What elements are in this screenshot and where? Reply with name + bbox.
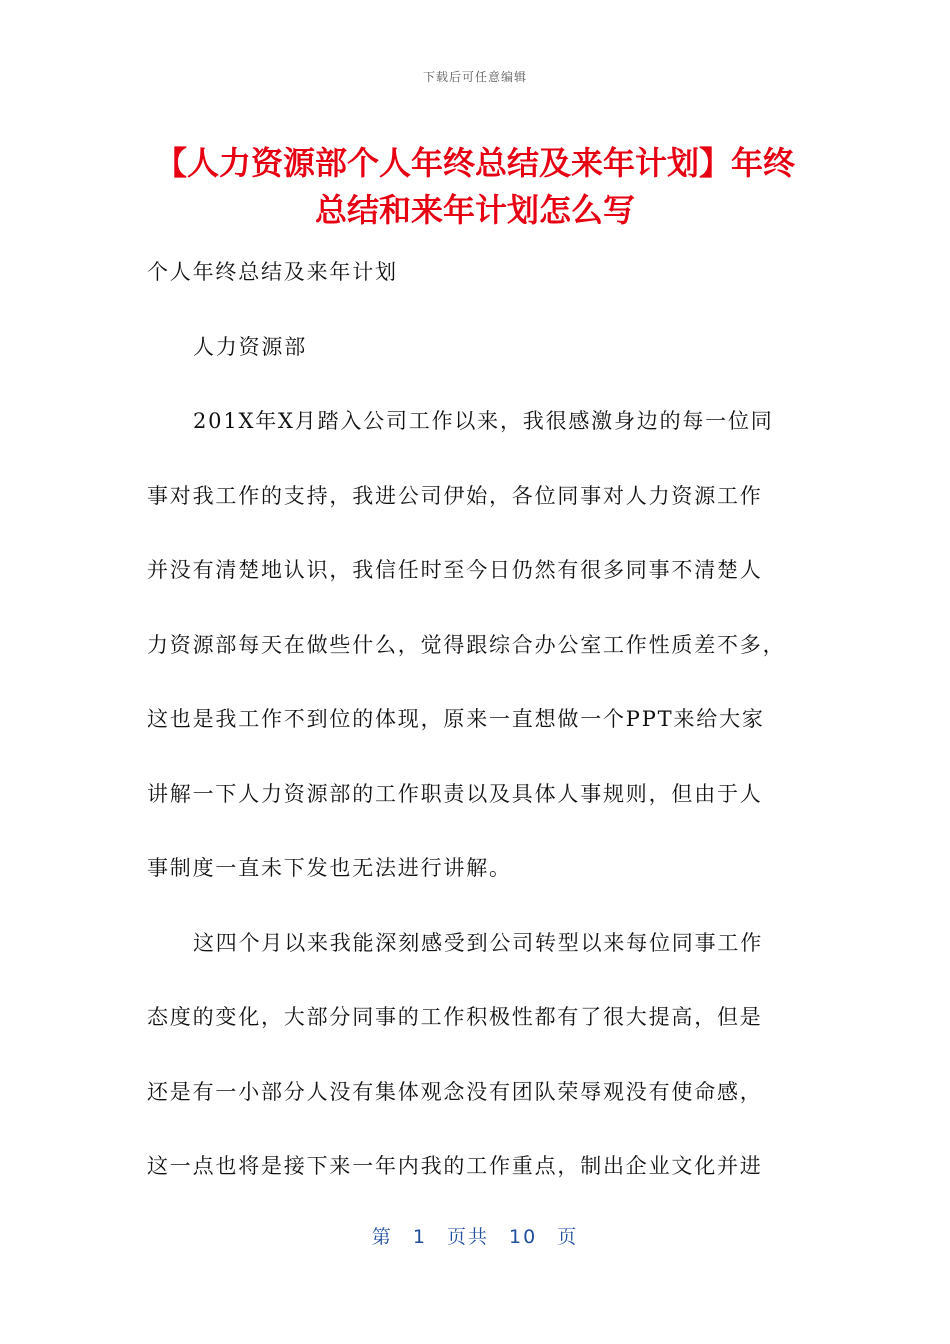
paragraph-line: 事制度一直未下发也无法进行讲解。 [147,856,512,880]
paragraph-line: 事对我工作的支持，我进公司伊始，各位同事对人力资源工作 [147,483,763,508]
document-body [147,254,817,1185]
paragraph-line: 这四个月以来我能深刻感受到公司转型以来每位同事工作 [193,930,763,955]
page-number-label: 第 1 页共 10 页 [371,1226,579,1248]
department-line: 人力资源部 [193,334,307,359]
subtitle-line: 个人年终总结及来年计划 [147,260,398,284]
paragraph-line: 讲解一下人力资源部的工作职责以及具体人事规则，但由于人 [147,781,763,806]
paragraph-line: 力资源部每天在做些什么，觉得跟综合办公室工作性质差不多， [147,632,786,657]
paragraph-line: 并没有清楚地认识，我信任时至今日仍然有很多同事不清楚人 [147,558,763,582]
document-title: 【人力资源部个人年终总结及来年计划】年终总结和来年计划怎么写 [154,144,795,229]
page-number-footer [0,1222,950,1249]
paragraph-line: 这一点也将是接下来一年内我的工作重点，制出企业文化并进 [147,1154,763,1178]
header-note: 下载后可任意编辑 [422,70,527,84]
paragraph-line: 态度的变化，大部分同事的工作积极性都有了很大提高，但是 [147,1005,763,1029]
paragraph-line: 还是有一小部分人没有集体观念没有团队荣辱观没有使命感， [147,1079,763,1104]
paragraph-line: 这也是我工作不到位的体现，原来一直想做一个PPT来给大家 [147,707,765,731]
paragraph-line: 201X年X月踏入公司工作以来，我很感激身边的每一位同 [193,409,774,433]
